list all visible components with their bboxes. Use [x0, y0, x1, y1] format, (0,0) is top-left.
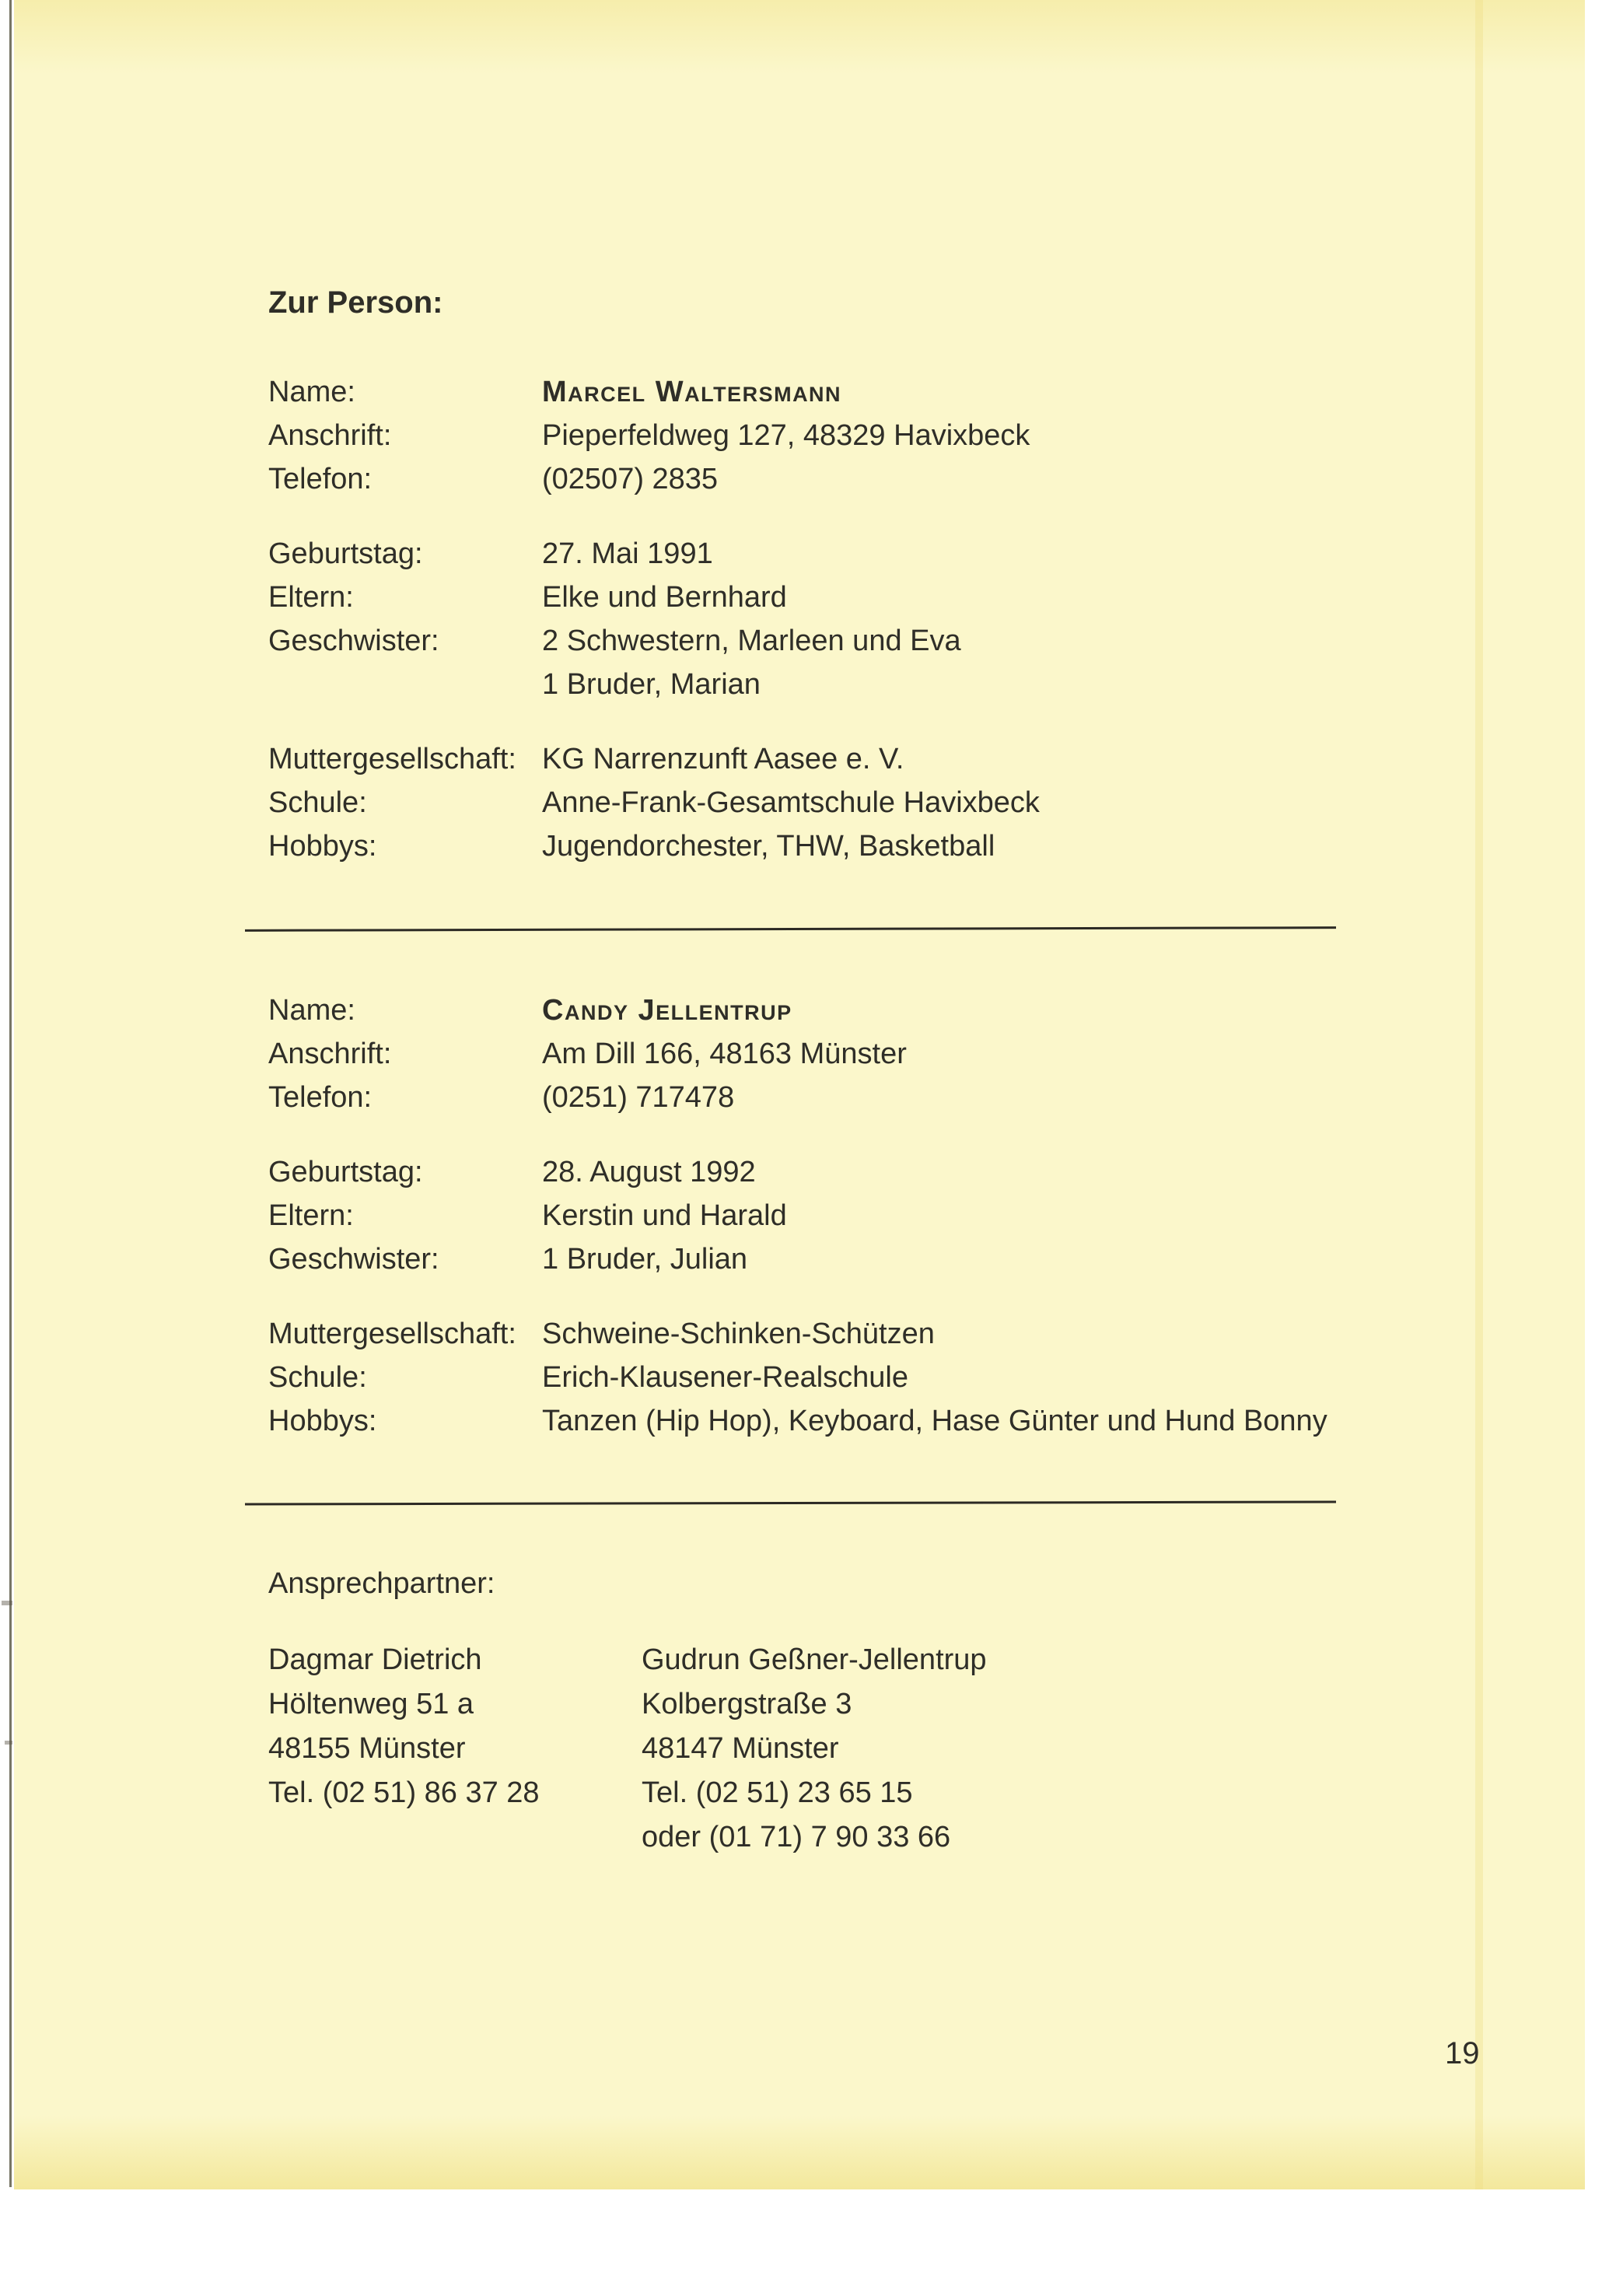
contact-city: 48155 Münster	[268, 1732, 466, 1765]
field-row	[268, 1237, 1538, 1281]
field-value: Am Dill 166, 48163 Münster	[542, 1038, 907, 1070]
contact-name: Gudrun Geßner-Jellentrup	[642, 1643, 987, 1676]
field-value: Tanzen (Hip Hop), Keyboard, Hase Günter und Hund Bonny	[542, 1405, 1327, 1437]
field-value: 2 Schwestern, Marleen und Eva	[542, 625, 961, 657]
field-row	[268, 1356, 1538, 1399]
field-row	[268, 619, 1538, 663]
person-name-value: Marcel Waltersmann	[542, 376, 842, 408]
field-row	[268, 781, 1538, 824]
scan-shading-bottom	[14, 2116, 1585, 2189]
field-value: 27. Mai 1991	[542, 537, 713, 570]
field-row	[268, 1194, 1538, 1237]
field-label: Geschwister:	[268, 625, 439, 657]
field-value: 28. August 1992	[542, 1156, 756, 1188]
field-value: Pieperfeldweg 127, 48329 Havixbeck	[542, 419, 1030, 452]
section-divider	[245, 1501, 1336, 1506]
field-label: Muttergesellschaft:	[268, 1318, 516, 1350]
contact-phone: Tel. (02 51) 86 37 28	[268, 1776, 540, 1809]
field-label: Eltern:	[268, 1199, 354, 1232]
contact-street: Kolbergstraße 3	[642, 1688, 852, 1720]
contact-block-dagmar	[268, 1638, 540, 1815]
field-row	[268, 1032, 1538, 1076]
field-row	[268, 1150, 1538, 1194]
field-label	[268, 663, 542, 706]
field-label: Eltern:	[268, 581, 354, 614]
page-number: 19	[1445, 2036, 1480, 2070]
field-value: Kerstin und Harald	[542, 1199, 787, 1232]
contact-block-gudrun	[642, 1638, 987, 1860]
contact-city: 48147 Münster	[642, 1732, 839, 1765]
field-group	[268, 1312, 1538, 1443]
field-label: Schule:	[268, 1361, 367, 1394]
field-value: (02507) 2835	[542, 463, 719, 495]
field-label: Schule:	[268, 786, 367, 819]
scan-shading-top	[14, 0, 1585, 74]
field-label: Telefon:	[268, 463, 373, 495]
field-row	[268, 663, 1538, 706]
person-section-marcel	[268, 370, 1538, 868]
field-label: Muttergesellschaft:	[268, 743, 516, 775]
field-value: Schweine-Schinken-Schützen	[542, 1318, 935, 1350]
field-value: 1 Bruder, Marian	[542, 668, 761, 701]
field-group	[268, 370, 1538, 501]
field-row	[268, 457, 1538, 501]
scan-artifact	[2, 1601, 12, 1605]
field-value: 1 Bruder, Julian	[542, 1243, 748, 1276]
field-value: Elke und Bernhard	[542, 581, 787, 614]
field-row	[268, 737, 1538, 781]
field-label: Name:	[268, 376, 355, 408]
field-label: Telefon:	[268, 1081, 373, 1114]
field-row	[268, 576, 1538, 619]
field-row	[268, 989, 1538, 1032]
contact-phone: Tel. (02 51) 23 65 15	[642, 1776, 913, 1809]
contacts-heading: Ansprechpartner:	[268, 1567, 495, 1600]
person-name-value: Candy Jellentrup	[542, 994, 792, 1027]
page-title: Zur Person:	[268, 285, 443, 320]
field-value: KG Narrenzunft Aasee e. V.	[542, 743, 904, 775]
field-row	[268, 414, 1538, 457]
field-label: Anschrift:	[268, 419, 392, 452]
field-group	[268, 989, 1538, 1119]
field-label: Hobbys:	[268, 830, 377, 863]
field-label: Anschrift:	[268, 1038, 392, 1070]
field-row	[268, 1312, 1538, 1356]
field-row	[268, 824, 1538, 868]
scan-artifact	[5, 1741, 12, 1745]
field-label: Geburtstag:	[268, 537, 423, 570]
field-group	[268, 532, 1538, 706]
contact-street: Höltenweg 51 a	[268, 1688, 474, 1720]
scan-edge-line	[9, 0, 12, 2187]
person-section-candy	[268, 989, 1538, 1443]
field-label: Geburtstag:	[268, 1156, 423, 1188]
field-value: Jugendorchester, THW, Basketball	[542, 830, 995, 863]
contact-name: Dagmar Dietrich	[268, 1643, 482, 1676]
field-row	[268, 1076, 1538, 1119]
field-group	[268, 737, 1538, 868]
field-row	[268, 532, 1538, 576]
field-label: Hobbys:	[268, 1405, 377, 1437]
field-group	[268, 1150, 1538, 1281]
field-value: Anne-Frank-Gesamtschule Havixbeck	[542, 786, 1040, 819]
field-label: Name:	[268, 994, 355, 1027]
contact-phone-alt: oder (01 71) 7 90 33 66	[642, 1821, 951, 1853]
field-row	[268, 370, 1538, 414]
section-divider	[245, 926, 1336, 932]
field-row	[268, 1399, 1538, 1443]
document-page	[14, 0, 1585, 2189]
field-value: (0251) 717478	[542, 1081, 735, 1114]
field-value: Erich-Klausener-Realschule	[542, 1361, 908, 1394]
field-label: Geschwister:	[268, 1243, 439, 1276]
